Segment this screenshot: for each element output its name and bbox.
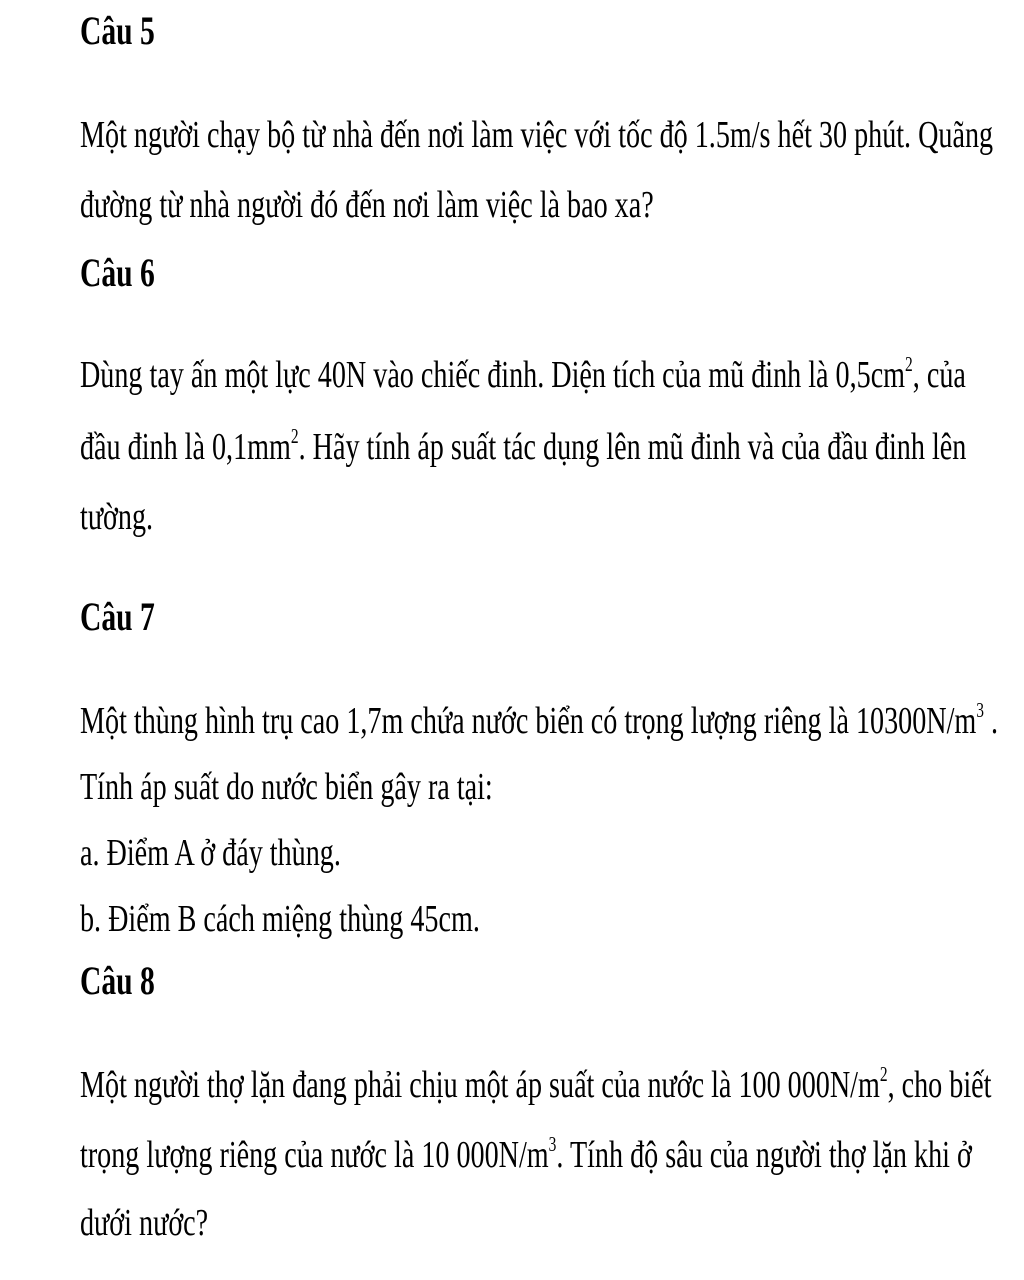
text-run: Một thùng hình trụ cao 1,7m chứa nước biển có trọng lượng riêng là 10300N/m	[80, 700, 977, 742]
text-run: , cho biết	[887, 1064, 992, 1106]
question-7-text-line-1	[80, 698, 998, 749]
question-6-text-line-2	[80, 424, 966, 475]
question-7-heading: Câu 7	[80, 594, 155, 639]
text-run: Một người thợ lặn đang phải chịu một áp suất của nước là 100 000N/m	[80, 1064, 880, 1106]
question-8-heading: Câu 8	[80, 958, 155, 1003]
superscript: 2	[290, 424, 299, 449]
question-6-heading: Câu 6	[80, 250, 155, 295]
superscript: 3	[548, 1132, 557, 1157]
question-8-text-line-1	[80, 1062, 991, 1113]
question-5-text-line-2: đường từ nhà người đó đến nơi làm việc là bao xa?	[80, 184, 654, 226]
text-run: trọng lượng riêng của nước là 10 000N/m	[80, 1134, 549, 1176]
question-8-text-line-2	[80, 1132, 972, 1183]
question-6-text-line-1	[80, 352, 966, 403]
text-run: đầu đinh là 0,1mm	[80, 426, 291, 468]
text-run: .	[984, 700, 999, 742]
text-run: . Tính độ sâu của người thợ lặn khi ở	[556, 1134, 972, 1176]
superscript: 2	[879, 1062, 888, 1087]
superscript: 2	[905, 352, 913, 377]
question-8-text-line-3: dưới nước?	[80, 1202, 209, 1244]
question-5-text-line-1: Một người chạy bộ từ nhà đến nơi làm việc với tốc độ 1.5m/s hết 30 phút. Quãng	[80, 114, 994, 156]
question-7-option-a: a. Điểm A ở đáy thùng.	[80, 832, 341, 874]
question-5-heading: Câu 5	[80, 8, 155, 53]
text-run: . Hãy tính áp suất tác dụng lên mũ đinh và của đầu đinh lên	[298, 426, 967, 468]
superscript: 3	[976, 698, 985, 723]
question-6-text-line-3: tường.	[80, 496, 154, 538]
text-run: Dùng tay ấn một lực 40N vào chiếc đinh. Diện tích của mũ đinh là 0,5cm	[80, 354, 906, 396]
text-run: , của	[912, 354, 966, 396]
question-7-text-line-2: Tính áp suất do nước biển gây ra tại:	[80, 766, 493, 808]
question-7-option-b: b. Điểm B cách miệng thùng 45cm.	[80, 898, 480, 940]
